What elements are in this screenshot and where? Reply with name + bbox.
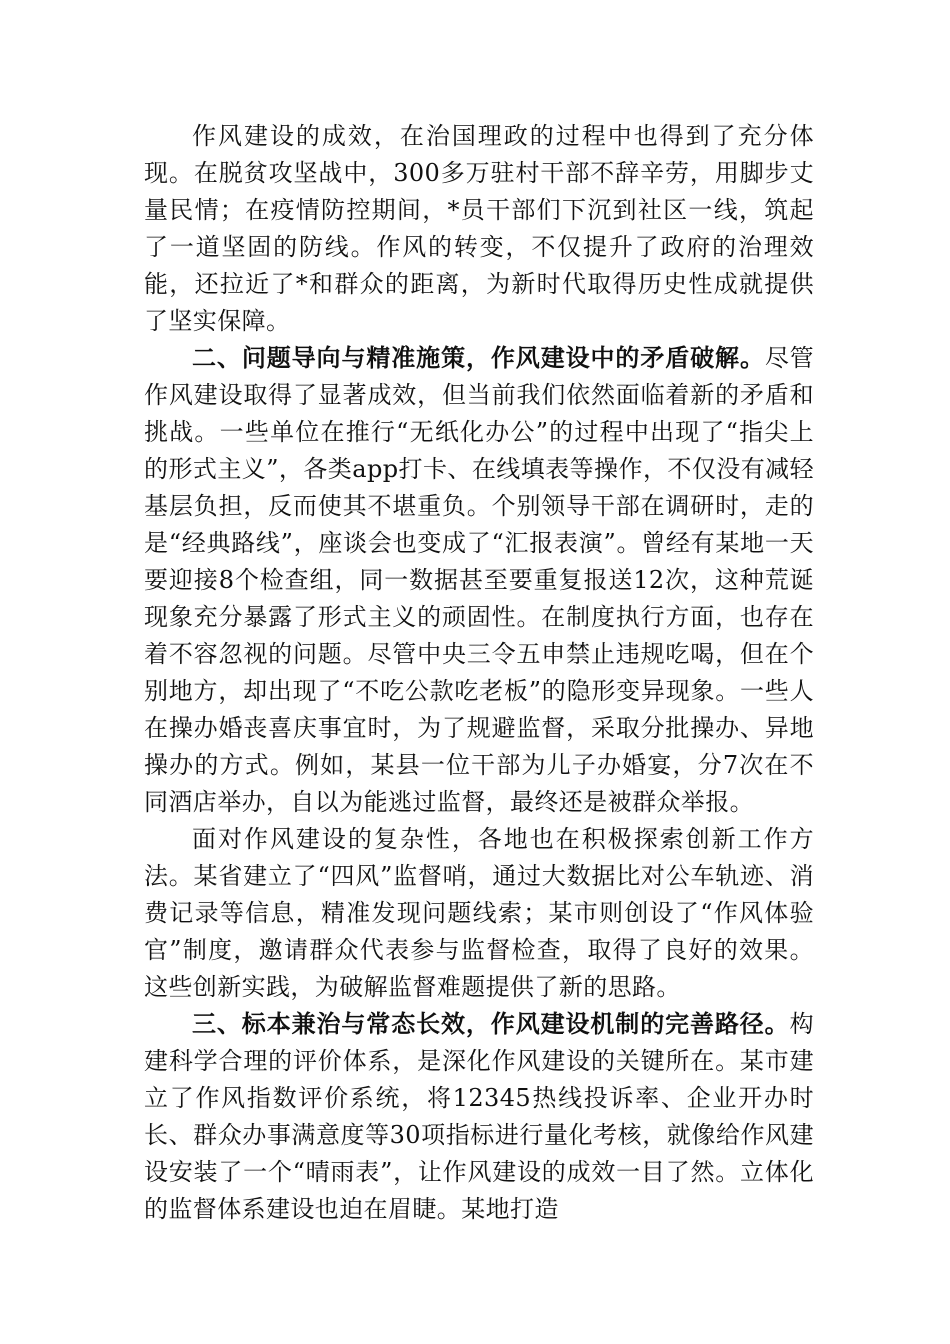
document-body (144, 118, 814, 1228)
paragraph: 作风建设的成效，在治国理政的过程中也得到了充分体现。在脱贫攻坚战中，300多万驻村干部不辞辛劳，用脚步丈量民情；在疫情防控期间，*员干部们下沉到社区一线，筑起了一道坚固的防线。作风的转变，不仅提升了政府的治理效能，还拉近了*和群众的距离，为新时代取得历史性成就提供了坚实保障。 (144, 122, 814, 335)
section-heading: 二、问题导向与精准施策，作风建设中的矛盾破解。 (192, 344, 765, 372)
section-paragraph (144, 340, 814, 821)
paragraph: 面对作风建设的复杂性，各地也在积极探索创新工作方法。某省建立了“四风”监督哨，通过大数据比对公车轨迹、消费记录等信息，精准发现问题线索；某市则创设了“作风体验官”制度，邀请群众代表参与监督检查，取得了良好的效果。这些创新实践，为破解监督难题提供了新的思路。 (144, 825, 814, 1001)
paragraph-text: 尽管作风建设取得了显著成效，但当前我们依然面临着新的矛盾和挑战。一些单位在推行“无纸化办公”的过程中出现了“指尖上的形式主义”，各类app打卡、在线填表等操作，不仅没有减轻基层负担，反而使其不堪重负。个别领导干部在调研时，走的是“经典路线”，座谈会也变成了“汇报表演”。曾经有某地一天要迎接8个检查组，同一数据甚至要重复报送12次，这种荒诞现象充分暴露了形式主义的顽固性。在制度执行方面，也存在着不容忽视的问题。尽管中央三令五申禁止违规吃喝，但在个别地方，却出现了“不吃公款吃老板”的隐形变异现象。一些人在操办婚丧喜庆事宜时，为了规避监督，采取分批操办、异地操办的方式。例如，某县一位干部为儿子办婚宴，分7次在不同酒店举办，自以为能逃过监督，最终还是被群众举报。 (144, 344, 814, 816)
paragraph-text: 构建科学合理的评价体系，是深化作风建设的关键所在。某市建立了作风指数评价系统，将12345热线投诉率、企业开办时长、群众办事满意度等30项指标进行量化考核，就像给作风建设安装了一个“晴雨表”，让作风建设的成效一目了然。立体化的监督体系建设也迫在眉睫。某地打造 (144, 1010, 814, 1223)
section-paragraph (144, 1006, 814, 1228)
section-heading: 三、标本兼治与常态长效，作风建设机制的完善路径。 (192, 1010, 790, 1038)
